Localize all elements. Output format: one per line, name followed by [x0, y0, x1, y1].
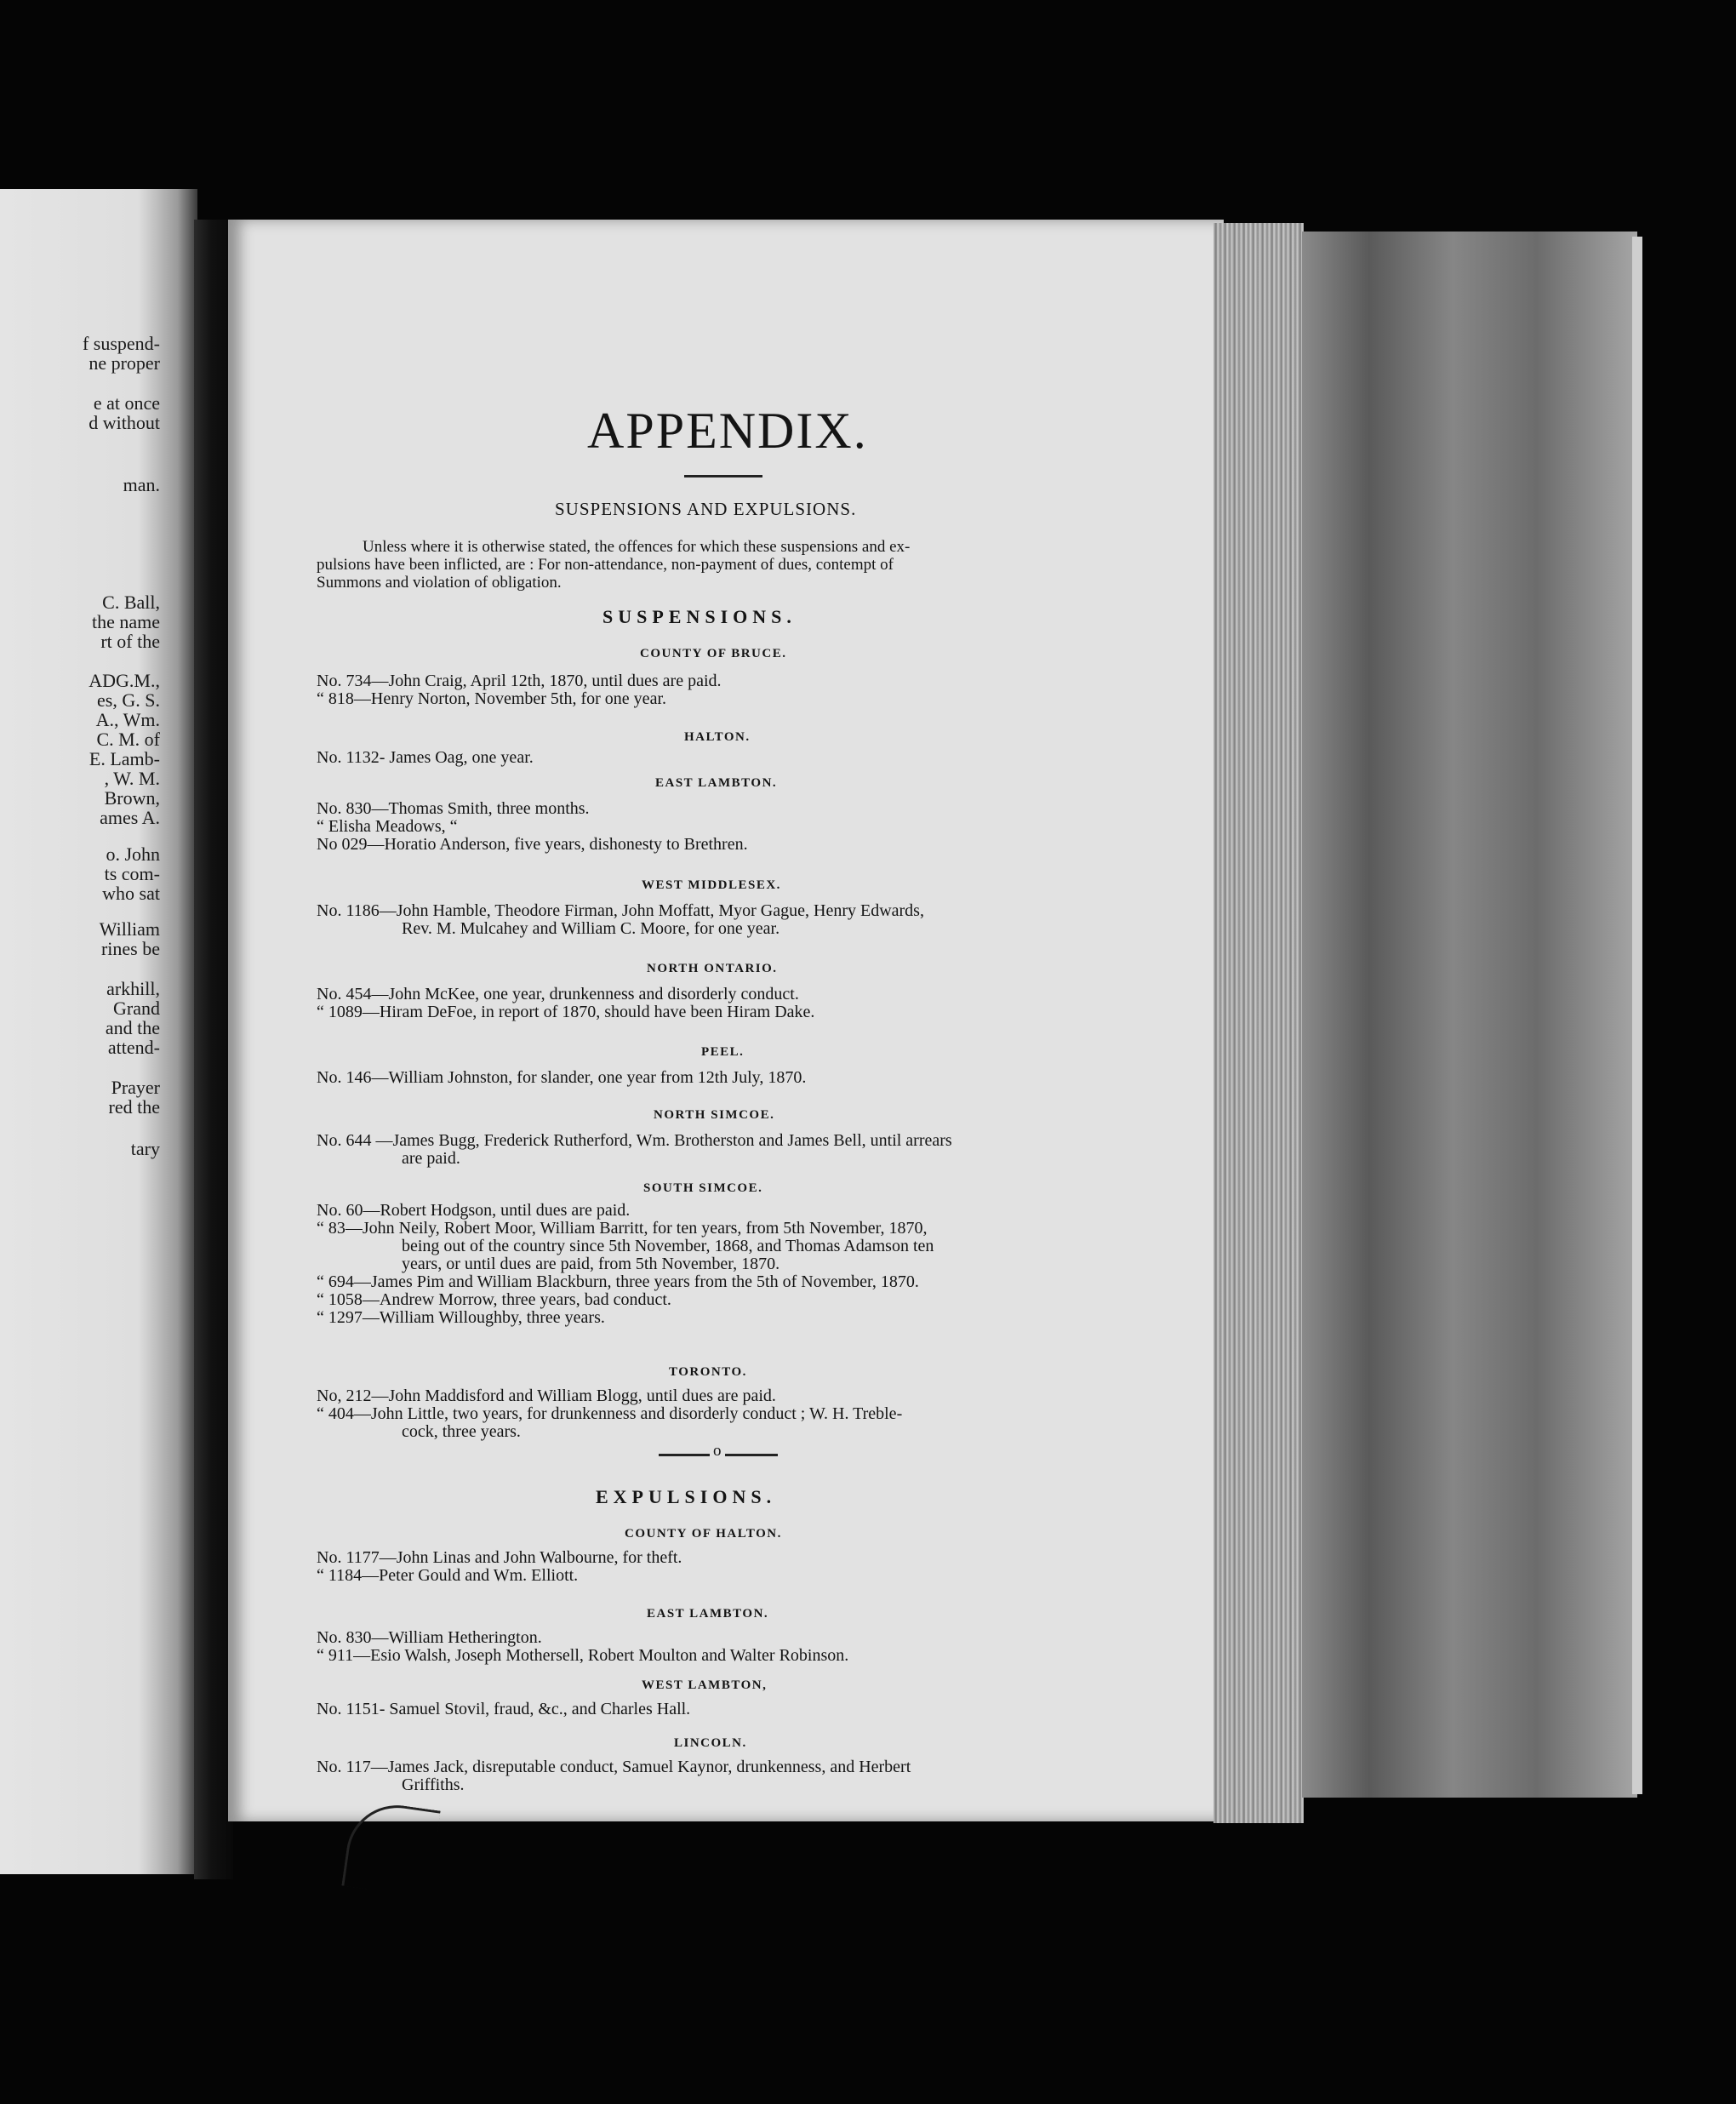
entry-line: No. 60—Robert Hodgson, until dues are paid. — [317, 1201, 631, 1220]
fragment-line: e at once — [93, 392, 160, 414]
section-entries — [317, 800, 748, 854]
entry-line: No. 1132- James Oag, one year. — [317, 748, 534, 767]
entry-line: No. 830—Thomas Smith, three months. — [317, 799, 590, 818]
entry-line: No. 117—James Jack, disreputable conduct, Samuel Kaynor, drunkenness, and Herbert — [317, 1758, 911, 1776]
entry-line: “ 1297—William Willoughby, three years. — [317, 1308, 605, 1327]
section-entries — [317, 1629, 848, 1665]
fragment-line: f suspend- — [82, 333, 160, 354]
entry-line: No, 212—John Maddisford and William Blogg, until dues are paid. — [317, 1386, 776, 1405]
previous-page-fragment — [0, 189, 197, 1874]
fragment-line: ADG.M., — [89, 670, 160, 691]
page-subtitle: SUSPENSIONS AND EXPULSIONS. — [555, 499, 857, 519]
section-heading: COUNTY OF HALTON. — [625, 1527, 782, 1541]
entry-line: cock, three years. — [402, 1422, 521, 1441]
section-entries — [317, 1549, 682, 1585]
section-heading: NORTH SIMCOE. — [654, 1108, 775, 1122]
fragment-line: ts com- — [104, 863, 160, 884]
page-title: APPENDIX. — [587, 403, 868, 459]
section-heading: TORONTO. — [669, 1365, 747, 1379]
section-entries — [317, 672, 722, 708]
section-entries — [317, 1069, 806, 1087]
book-block-edge — [1632, 237, 1642, 1794]
entry-line: are paid. — [402, 1149, 460, 1168]
entry-line: “ 1089—Hiram DeFoe, in report of 1870, should have been Hiram Dake. — [317, 1003, 815, 1021]
entry-line: No. 734—John Craig, April 12th, 1870, until dues are paid. — [317, 672, 722, 690]
section-entries — [317, 749, 534, 767]
section-heading: PEEL. — [701, 1045, 745, 1059]
fragment-line: ne proper — [89, 352, 160, 374]
fragment-line: arkhill, — [106, 978, 160, 999]
divider-mark: o — [710, 1442, 725, 1461]
entry-line: No. 1186—John Hamble, Theodore Firman, John Moffatt, Myor Gague, Henry Edwards, — [317, 901, 924, 920]
fragment-line: William — [99, 918, 160, 940]
fragment-line: rt of the — [100, 631, 160, 652]
entry-line: No. 1177—John Linas and John Walbourne, for theft. — [317, 1548, 682, 1567]
entry-line: No 029—Horatio Anderson, five years, dishonesty to Brethren. — [317, 835, 748, 854]
fragment-line: , W. M. — [104, 768, 160, 789]
section-heading: COUNTY OF BRUCE. — [640, 647, 787, 660]
fragment-line: Prayer — [111, 1077, 160, 1098]
section-entries — [317, 1202, 934, 1327]
fragment-line: es, G. S. — [97, 689, 160, 711]
section-heading: EAST LAMBTON. — [647, 1607, 769, 1621]
fragment-line: tary — [130, 1138, 160, 1159]
section-heading: HALTON. — [684, 730, 751, 744]
section-heading: EAST LAMBTON. — [655, 776, 778, 790]
entry-line: “ 83—John Neily, Robert Moor, William Barritt, for ten years, from 5th November, 1870, — [317, 1219, 928, 1238]
entry-line: No. 830—William Hetherington. — [317, 1628, 542, 1647]
fragment-line: o. John — [106, 843, 160, 865]
fragment-line: man. — [123, 474, 160, 495]
entry-line: “ 1184—Peter Gould and Wm. Elliott. — [317, 1566, 579, 1585]
fragment-line: and the — [105, 1017, 160, 1038]
page-edges — [1213, 223, 1304, 1823]
section-heading: NORTH ONTARIO. — [647, 962, 778, 975]
fragment-line: red the — [108, 1096, 160, 1118]
fragment-line: rines be — [100, 938, 160, 959]
fragment-line: A., Wm. — [95, 709, 160, 730]
entry-line: No. 454—John McKee, one year, drunkenness and disorderly conduct. — [317, 985, 799, 1003]
section-entries — [317, 1701, 690, 1718]
fragment-line: ames A. — [100, 807, 160, 828]
section-entries — [317, 1758, 911, 1794]
entry-line: “ 404—John Little, two years, for drunkenness and disorderly conduct ; W. H. Treble- — [317, 1404, 903, 1423]
section-entries — [317, 1387, 902, 1441]
book-block — [1302, 232, 1637, 1798]
expulsions-heading: EXPULSIONS. — [596, 1486, 777, 1507]
intro-line: pulsions have been inflicted, are : For non-attendance, non-payment of dues, contempt of — [317, 556, 894, 574]
entry-line: No. 1151- Samuel Stovil, fraud, &c., and Charles Hall. — [317, 1700, 691, 1718]
fragment-line: who sat — [102, 883, 160, 904]
fragment-line: the name — [91, 611, 160, 632]
section-heading: WEST LAMBTON, — [642, 1678, 768, 1692]
intro-line: Unless where it is otherwise stated, the offences for which these suspensions and ex- — [363, 538, 911, 556]
section-entries — [317, 986, 814, 1021]
section-entries — [317, 1132, 952, 1168]
intro-paragraph — [317, 538, 910, 592]
entry-line: No. 146—William Johnston, for slander, one year from 12th July, 1870. — [317, 1068, 807, 1087]
entry-line: “ 1058—Andrew Morrow, three years, bad conduct. — [317, 1290, 671, 1309]
title-rule — [684, 475, 762, 477]
section-heading: SOUTH SIMCOE. — [643, 1181, 763, 1195]
entry-line: “ 911—Esio Walsh, Joseph Mothersell, Robert Moulton and Walter Robinson. — [317, 1646, 849, 1665]
fragment-line: Brown, — [104, 787, 160, 809]
entry-line: years, or until dues are paid, from 5th November, 1870. — [402, 1255, 780, 1273]
entry-line: “ Elisha Meadows, “ — [317, 817, 458, 836]
section-heading: WEST MIDDLESEX. — [642, 878, 781, 892]
section-entries — [317, 902, 924, 938]
fragment-line: attend- — [107, 1037, 160, 1058]
intro-line: Summons and violation of obligation. — [317, 574, 562, 592]
entry-line: Rev. M. Mulcahey and William C. Moore, for one year. — [402, 919, 780, 938]
fragment-line: C. M. of — [96, 729, 160, 750]
fragment-line: d without — [89, 412, 160, 433]
entry-line: being out of the country since 5th November, 1868, and Thomas Adamson ten — [402, 1237, 934, 1255]
fragment-line: Grand — [113, 998, 160, 1019]
entry-line: Griffiths. — [402, 1775, 465, 1794]
section-heading: LINCOLN. — [674, 1736, 747, 1750]
entry-line: “ 694—James Pim and William Blackburn, three years from the 5th of November, 1870. — [317, 1272, 919, 1291]
entry-line: No. 644 —James Bugg, Frederick Rutherford, Wm. Brotherston and James Bell, until arrears — [317, 1131, 952, 1150]
fragment-line: E. Lamb- — [89, 748, 160, 769]
fragment-line: C. Ball, — [102, 592, 160, 613]
suspensions-heading: SUSPENSIONS. — [602, 606, 797, 627]
entry-line: “ 818—Henry Norton, November 5th, for one year. — [317, 689, 666, 708]
